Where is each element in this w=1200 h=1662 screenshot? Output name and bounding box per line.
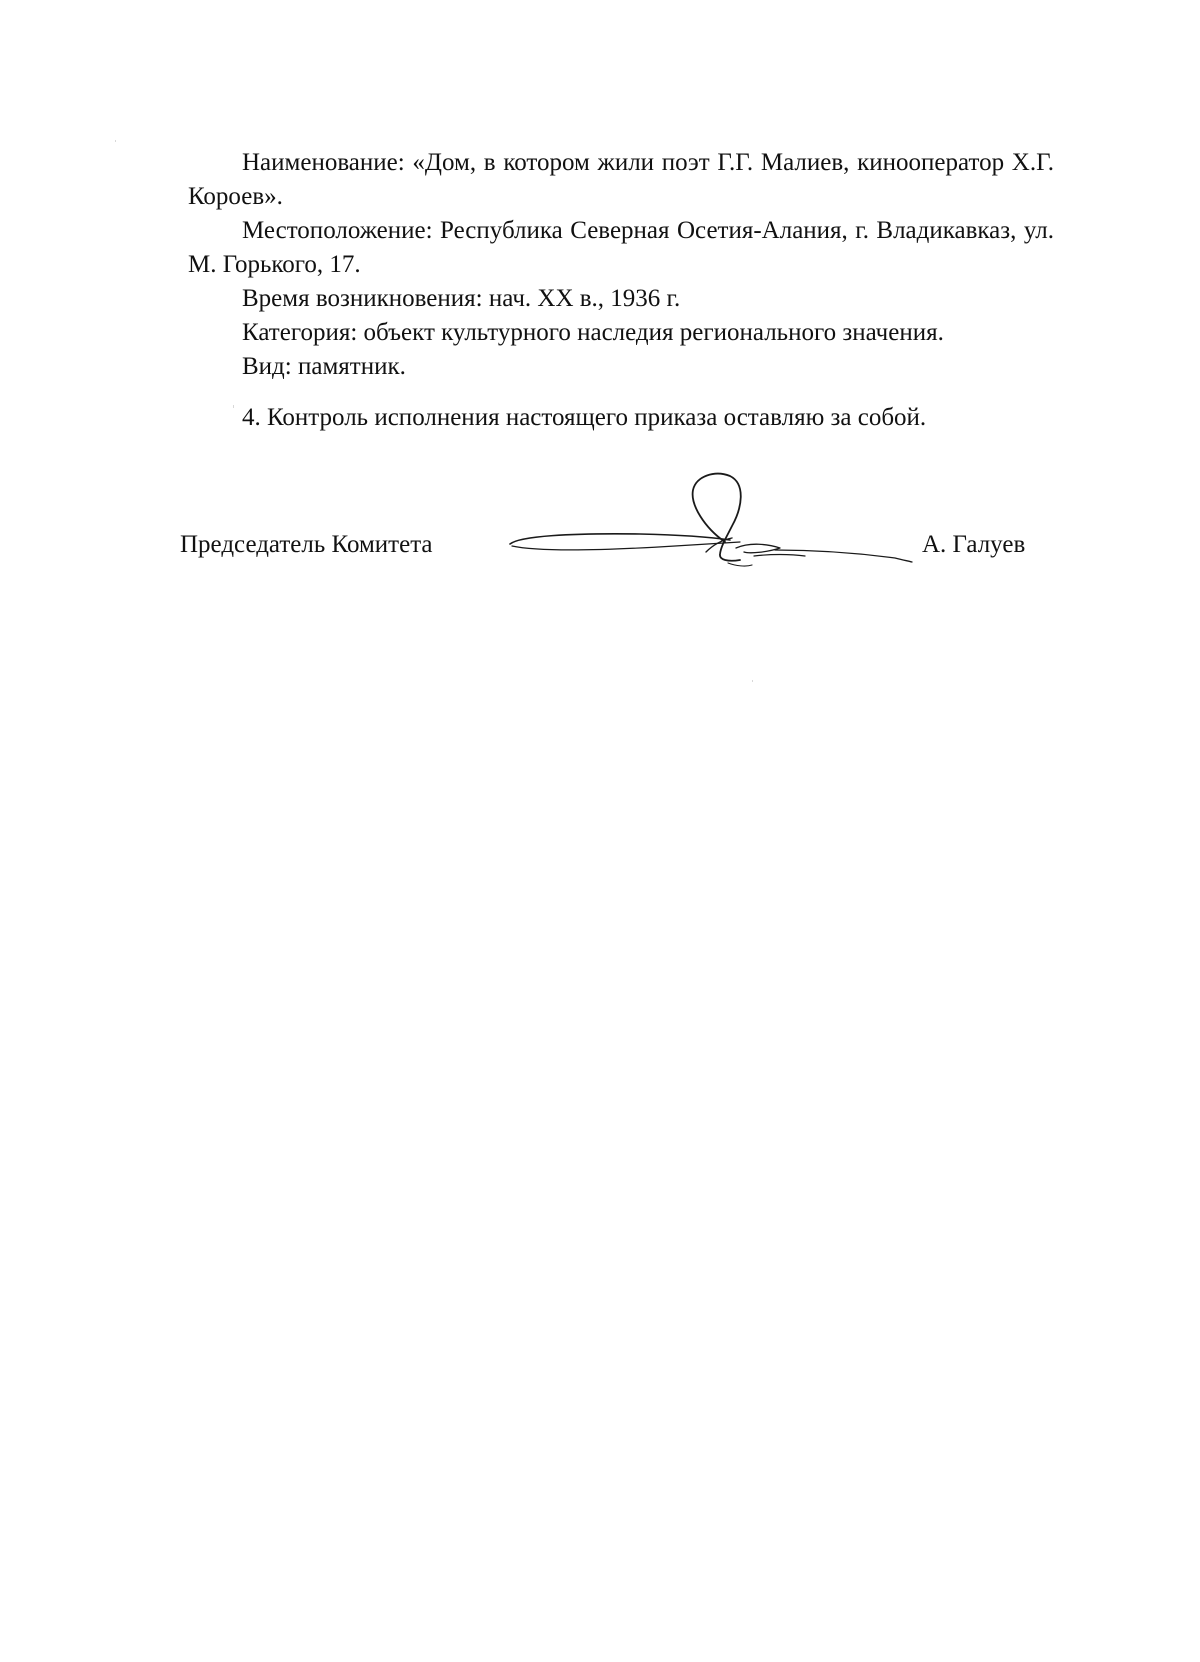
paragraph-type: Вид: памятник. (242, 353, 406, 380)
paragraph-time: Время возникновения: нач. ХХ в., 1936 г. (242, 285, 681, 312)
scan-artifact-left (115, 140, 116, 142)
signatory-name: А. Галуев (922, 531, 1026, 558)
signature-tail-dash (754, 555, 805, 557)
signature-loop (693, 474, 741, 561)
scan-artifact-lower (752, 680, 753, 682)
signatory-title: Председатель Комитета (180, 531, 433, 558)
signature-end-flick (728, 563, 752, 566)
signature-underline-left (510, 534, 730, 544)
signature-underline-left-return (512, 542, 740, 550)
paragraph-category: Категория: объект культурного наследия регионального значения. (242, 319, 944, 346)
paragraph-location: Местоположение: Республика Северная Осетия-Алания, г. Владикавказ, ул. М. Горького, 17. (188, 217, 1054, 278)
document-body (188, 146, 1054, 435)
signature-underline-right (775, 550, 912, 562)
paragraph-name: Наименование: «Дом, в котором жили поэт Г.Г. Малиев, кинооператор Х.Г. Короев». (188, 149, 1054, 210)
paragraph-control: 4. Контроль исполнения настоящего приказа оставляю за собой. (242, 404, 927, 431)
signature-tail-loop (736, 544, 780, 553)
signature-block (0, 470, 1200, 580)
handwritten-signature (500, 470, 930, 580)
